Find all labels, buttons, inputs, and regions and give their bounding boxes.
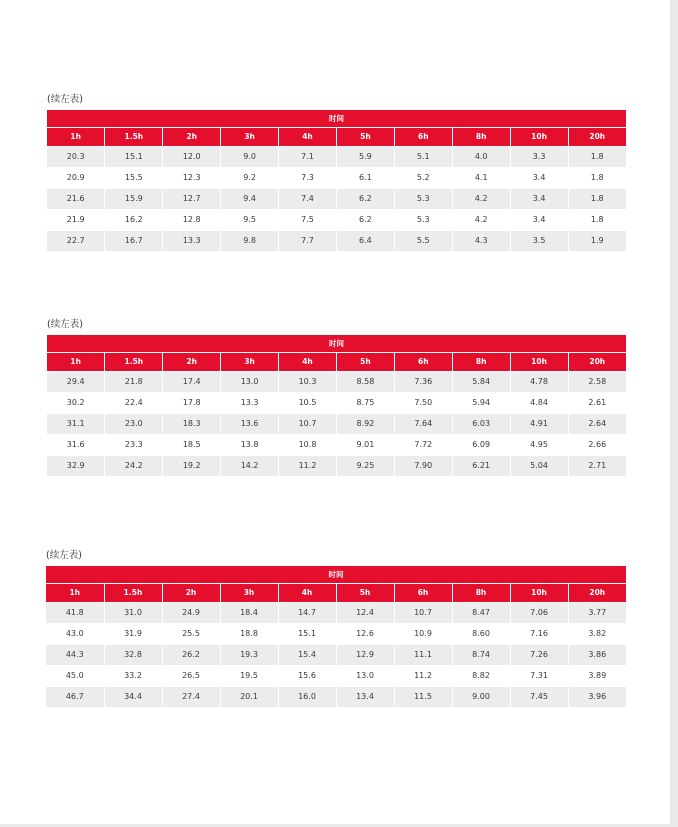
table-cell: 32.9 bbox=[47, 456, 105, 477]
table-cell: 20.3 bbox=[47, 147, 105, 168]
table-cell: 4.2 bbox=[452, 210, 510, 231]
column-header: 2h bbox=[163, 128, 221, 147]
table-group-header-row bbox=[47, 110, 626, 128]
table-cell: 11.2 bbox=[279, 456, 337, 477]
table-cell: 7.90 bbox=[394, 456, 452, 477]
table-cell: 11.5 bbox=[394, 687, 452, 708]
table-cell: 5.3 bbox=[394, 210, 452, 231]
data-table-1 bbox=[47, 110, 626, 251]
column-header: 5h bbox=[336, 128, 394, 147]
table-cell: 3.4 bbox=[510, 168, 568, 189]
table-cell: 16.2 bbox=[105, 210, 163, 231]
table-cell: 9.25 bbox=[336, 456, 394, 477]
table-cell: 32.8 bbox=[104, 645, 162, 666]
table-cell: 5.1 bbox=[394, 147, 452, 168]
column-header: 20h bbox=[568, 584, 626, 603]
table-caption: (续左表) bbox=[46, 550, 82, 561]
table-cell: 7.50 bbox=[394, 393, 452, 414]
column-header: 5h bbox=[336, 584, 394, 603]
column-header: 1.5h bbox=[105, 353, 163, 372]
table-cell: 3.4 bbox=[510, 210, 568, 231]
table-cell: 8.58 bbox=[336, 372, 394, 393]
table-cell: 7.4 bbox=[279, 189, 337, 210]
data-table-3 bbox=[46, 566, 626, 707]
table-cell: 15.4 bbox=[278, 645, 336, 666]
table-cell: 9.4 bbox=[221, 189, 279, 210]
table-cell: 10.7 bbox=[279, 414, 337, 435]
table-cell: 19.3 bbox=[220, 645, 278, 666]
table-cell: 24.9 bbox=[162, 603, 220, 624]
table-row bbox=[47, 210, 626, 231]
table-row bbox=[47, 372, 626, 393]
table-cell: 5.2 bbox=[394, 168, 452, 189]
table-cell: 5.84 bbox=[452, 372, 510, 393]
time-group-header: 时间 bbox=[47, 335, 626, 353]
table-cell: 7.1 bbox=[279, 147, 337, 168]
table-group-header-row bbox=[47, 335, 626, 353]
table-cell: 31.6 bbox=[47, 435, 105, 456]
table-cell: 17.4 bbox=[163, 372, 221, 393]
table-cell: 13.0 bbox=[221, 372, 279, 393]
table-row bbox=[47, 435, 626, 456]
table-cell: 10.5 bbox=[279, 393, 337, 414]
table-cell: 3.3 bbox=[510, 147, 568, 168]
table-cell: 2.61 bbox=[568, 393, 626, 414]
column-header: 8h bbox=[452, 353, 510, 372]
table-cell: 2.64 bbox=[568, 414, 626, 435]
column-header: 3h bbox=[220, 584, 278, 603]
table-column-header-row bbox=[46, 584, 626, 603]
table-cell: 3.96 bbox=[568, 687, 626, 708]
table-cell: 22.7 bbox=[47, 231, 105, 252]
table-cell: 45.0 bbox=[46, 666, 104, 687]
table-cell: 15.9 bbox=[105, 189, 163, 210]
column-header: 4h bbox=[278, 584, 336, 603]
column-header: 1.5h bbox=[105, 128, 163, 147]
column-header: 3h bbox=[221, 128, 279, 147]
table-cell: 12.7 bbox=[163, 189, 221, 210]
table-cell: 13.4 bbox=[336, 687, 394, 708]
table-cell: 8.82 bbox=[452, 666, 510, 687]
table-cell: 7.7 bbox=[279, 231, 337, 252]
table-body bbox=[46, 603, 626, 708]
table-cell: 4.0 bbox=[452, 147, 510, 168]
table-cell: 13.6 bbox=[221, 414, 279, 435]
table-cell: 11.1 bbox=[394, 645, 452, 666]
table-cell: 7.36 bbox=[394, 372, 452, 393]
table-cell: 14.7 bbox=[278, 603, 336, 624]
table-cell: 2.71 bbox=[568, 456, 626, 477]
table-cell: 7.31 bbox=[510, 666, 568, 687]
table-cell: 5.94 bbox=[452, 393, 510, 414]
table-cell: 12.3 bbox=[163, 168, 221, 189]
column-header: 1h bbox=[47, 353, 105, 372]
column-header: 8h bbox=[452, 584, 510, 603]
table-cell: 6.09 bbox=[452, 435, 510, 456]
table-cell: 34.4 bbox=[104, 687, 162, 708]
column-header: 20h bbox=[568, 128, 626, 147]
table-cell: 1.9 bbox=[568, 231, 626, 252]
time-group-header: 时间 bbox=[47, 110, 626, 128]
table-cell: 43.0 bbox=[46, 624, 104, 645]
table-cell: 5.5 bbox=[394, 231, 452, 252]
table-cell: 7.5 bbox=[279, 210, 337, 231]
table-cell: 13.8 bbox=[221, 435, 279, 456]
table-cell: 13.3 bbox=[221, 393, 279, 414]
table-cell: 23.3 bbox=[105, 435, 163, 456]
table-cell: 8.60 bbox=[452, 624, 510, 645]
table-cell: 13.3 bbox=[163, 231, 221, 252]
table-cell: 30.2 bbox=[47, 393, 105, 414]
table-row bbox=[47, 414, 626, 435]
table-cell: 3.89 bbox=[568, 666, 626, 687]
table-cell: 18.4 bbox=[220, 603, 278, 624]
table-cell: 4.1 bbox=[452, 168, 510, 189]
table-cell: 6.03 bbox=[452, 414, 510, 435]
table-cell: 21.6 bbox=[47, 189, 105, 210]
table-cell: 31.1 bbox=[47, 414, 105, 435]
column-header: 6h bbox=[394, 353, 452, 372]
table-cell: 7.16 bbox=[510, 624, 568, 645]
table-cell: 41.8 bbox=[46, 603, 104, 624]
table-row bbox=[47, 231, 626, 252]
column-header: 4h bbox=[279, 353, 337, 372]
table-cell: 2.58 bbox=[568, 372, 626, 393]
table-body bbox=[47, 372, 626, 477]
table-cell: 7.72 bbox=[394, 435, 452, 456]
table-cell: 18.3 bbox=[163, 414, 221, 435]
table-cell: 3.4 bbox=[510, 189, 568, 210]
table-cell: 12.6 bbox=[336, 624, 394, 645]
column-header: 5h bbox=[336, 353, 394, 372]
table-row bbox=[47, 147, 626, 168]
table-column-header-row bbox=[47, 353, 626, 372]
table-cell: 12.8 bbox=[163, 210, 221, 231]
table-cell: 3.77 bbox=[568, 603, 626, 624]
table-cell: 24.2 bbox=[105, 456, 163, 477]
table-cell: 4.2 bbox=[452, 189, 510, 210]
table-row bbox=[47, 168, 626, 189]
table-cell: 31.9 bbox=[104, 624, 162, 645]
table-cell: 7.45 bbox=[510, 687, 568, 708]
table-row bbox=[47, 393, 626, 414]
table-cell: 3.82 bbox=[568, 624, 626, 645]
column-header: 4h bbox=[279, 128, 337, 147]
table-cell: 4.3 bbox=[452, 231, 510, 252]
table-cell: 2.66 bbox=[568, 435, 626, 456]
table-row bbox=[46, 687, 626, 708]
table-column-header-row bbox=[47, 128, 626, 147]
table-cell: 10.8 bbox=[279, 435, 337, 456]
table-cell: 3.5 bbox=[510, 231, 568, 252]
column-header: 8h bbox=[452, 128, 510, 147]
table-cell: 15.5 bbox=[105, 168, 163, 189]
table-cell: 9.0 bbox=[221, 147, 279, 168]
table-cell: 12.9 bbox=[336, 645, 394, 666]
table-cell: 5.9 bbox=[336, 147, 394, 168]
table-cell: 17.8 bbox=[163, 393, 221, 414]
column-header: 20h bbox=[568, 353, 626, 372]
table-cell: 1.8 bbox=[568, 168, 626, 189]
table-cell: 33.2 bbox=[104, 666, 162, 687]
table-cell: 10.3 bbox=[279, 372, 337, 393]
table-cell: 13.0 bbox=[336, 666, 394, 687]
table-cell: 8.75 bbox=[336, 393, 394, 414]
table-body bbox=[47, 147, 626, 252]
table-cell: 4.78 bbox=[510, 372, 568, 393]
table-cell: 20.9 bbox=[47, 168, 105, 189]
table-row bbox=[47, 456, 626, 477]
table-cell: 21.9 bbox=[47, 210, 105, 231]
table-row bbox=[46, 645, 626, 666]
table-cell: 14.2 bbox=[221, 456, 279, 477]
table-cell: 19.5 bbox=[220, 666, 278, 687]
table-cell: 7.64 bbox=[394, 414, 452, 435]
table-cell: 7.3 bbox=[279, 168, 337, 189]
table-cell: 7.06 bbox=[510, 603, 568, 624]
column-header: 6h bbox=[394, 584, 452, 603]
table-cell: 9.00 bbox=[452, 687, 510, 708]
table-cell: 4.84 bbox=[510, 393, 568, 414]
table-row bbox=[46, 666, 626, 687]
table-cell: 16.0 bbox=[278, 687, 336, 708]
table-row bbox=[46, 603, 626, 624]
column-header: 3h bbox=[221, 353, 279, 372]
table-cell: 15.1 bbox=[278, 624, 336, 645]
table-cell: 8.92 bbox=[336, 414, 394, 435]
table-cell: 9.8 bbox=[221, 231, 279, 252]
table-cell: 9.2 bbox=[221, 168, 279, 189]
table-cell: 18.8 bbox=[220, 624, 278, 645]
table-cell: 5.04 bbox=[510, 456, 568, 477]
table-cell: 11.2 bbox=[394, 666, 452, 687]
column-header: 1.5h bbox=[104, 584, 162, 603]
table-cell: 31.0 bbox=[104, 603, 162, 624]
table-cell: 8.47 bbox=[452, 603, 510, 624]
table-cell: 6.4 bbox=[336, 231, 394, 252]
column-header: 10h bbox=[510, 128, 568, 147]
table-cell: 6.2 bbox=[336, 210, 394, 231]
column-header: 1h bbox=[46, 584, 104, 603]
table-cell: 22.4 bbox=[105, 393, 163, 414]
table-group-header-row bbox=[46, 566, 626, 584]
table-cell: 27.4 bbox=[162, 687, 220, 708]
table-cell: 26.2 bbox=[162, 645, 220, 666]
column-header: 1h bbox=[47, 128, 105, 147]
table-cell: 10.7 bbox=[394, 603, 452, 624]
table-cell: 12.4 bbox=[336, 603, 394, 624]
table-cell: 15.6 bbox=[278, 666, 336, 687]
data-table-2 bbox=[47, 335, 626, 476]
table-cell: 44.3 bbox=[46, 645, 104, 666]
table-cell: 12.0 bbox=[163, 147, 221, 168]
table-cell: 10.9 bbox=[394, 624, 452, 645]
table-cell: 1.8 bbox=[568, 147, 626, 168]
column-header: 10h bbox=[510, 584, 568, 603]
table-cell: 9.5 bbox=[221, 210, 279, 231]
table-cell: 18.5 bbox=[163, 435, 221, 456]
table-cell: 21.8 bbox=[105, 372, 163, 393]
table-cell: 15.1 bbox=[105, 147, 163, 168]
table-cell: 5.3 bbox=[394, 189, 452, 210]
table-cell: 6.21 bbox=[452, 456, 510, 477]
column-header: 2h bbox=[162, 584, 220, 603]
column-header: 2h bbox=[163, 353, 221, 372]
table-cell: 6.1 bbox=[336, 168, 394, 189]
table-cell: 19.2 bbox=[163, 456, 221, 477]
table-cell: 20.1 bbox=[220, 687, 278, 708]
column-header: 10h bbox=[510, 353, 568, 372]
column-header: 6h bbox=[394, 128, 452, 147]
table-caption: (续左表) bbox=[47, 319, 83, 330]
table-row bbox=[46, 624, 626, 645]
table-block-3 bbox=[46, 549, 626, 707]
table-cell: 6.2 bbox=[336, 189, 394, 210]
table-cell: 4.95 bbox=[510, 435, 568, 456]
table-row bbox=[47, 189, 626, 210]
table-cell: 46.7 bbox=[46, 687, 104, 708]
table-cell: 26.5 bbox=[162, 666, 220, 687]
time-group-header: 时间 bbox=[46, 566, 626, 584]
table-cell: 8.74 bbox=[452, 645, 510, 666]
table-cell: 23.0 bbox=[105, 414, 163, 435]
table-block-1 bbox=[47, 93, 626, 251]
table-block-2 bbox=[47, 318, 626, 476]
table-cell: 29.4 bbox=[47, 372, 105, 393]
table-cell: 7.26 bbox=[510, 645, 568, 666]
table-cell: 16.7 bbox=[105, 231, 163, 252]
table-caption: (续左表) bbox=[47, 94, 83, 105]
table-cell: 1.8 bbox=[568, 210, 626, 231]
table-cell: 9.01 bbox=[336, 435, 394, 456]
table-cell: 25.5 bbox=[162, 624, 220, 645]
table-cell: 4.91 bbox=[510, 414, 568, 435]
table-cell: 3.86 bbox=[568, 645, 626, 666]
table-cell: 1.8 bbox=[568, 189, 626, 210]
